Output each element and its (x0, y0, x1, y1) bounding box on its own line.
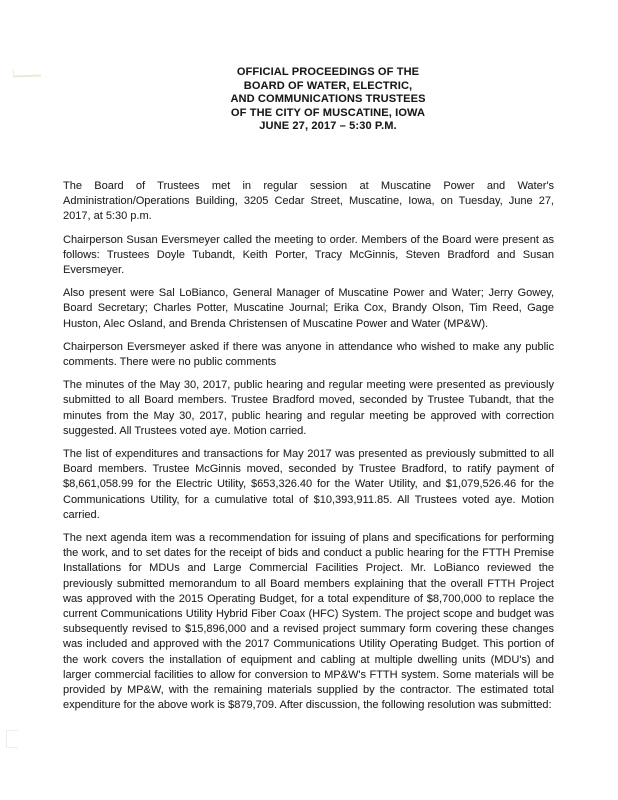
paragraph-minutes-approval: The minutes of the May 30, 2017, public hearing and regular meeting were presented as previously submitted to all Board members. Trustee Bradford moved, seconded by Trustee Tubandt, that the minutes from the May 30, 2017, public hearing and regular meeting be approved with correction suggested. All Trustees voted aye. Motion carried. (63, 379, 554, 437)
paragraph-ftth-agenda-item: The next agenda item was a recommendation for issuing of plans and specifications for performing the work, and to set dates for the receipt of bids and conduct a public hearing for the FTTH Premise Installations for MDUs and Large Commercial Facilities Project. Mr. LoBianco reviewed the previously submitted memorandum to all Board members explaining that the overall FTTH Project was approved with the 2015 Operating Budget, for a total expenditure of $8,700,000 to replace the current Communications Utility Hybrid Fiber Coax (HFC) System. The project scope and budget was subsequently revised to $15,896,000 and a revised project summary form covering these changes was included and approved with the 2017 Communications Utility Operating Budget. This portion of the work covers the installation of equipment and cabling at multiple dwelling units (MDU's) and larger commercial facilities to allow for conversion to MP&W's FTTH system. Some materials will be provided by MP&W, with the remaining materials supplied by the contractor. The estimated total expenditure for the above work is $879,709. After discussion, the following resolution was submitted: (63, 532, 554, 712)
scan-artifact-bottom-left (6, 730, 18, 748)
document-body (0, 134, 618, 714)
title-line-5: JUNE 27, 2017 – 5:30 P.M. (259, 120, 397, 133)
document-title-block (19, 0, 618, 134)
title-line-3: AND COMMUNICATIONS TRUSTEES (230, 93, 426, 106)
title-line-1: OFFICIAL PROCEEDINGS OF THE (236, 66, 420, 78)
paragraph-meeting-session: The Board of Trustees met in regular session at Muscatine Power and Water's Administration/Operations Building, 3205 Cedar Street, Muscatine, Iowa, on Tuesday, June 27, 2017, at 5:30 p.m. (63, 179, 554, 223)
paragraph-public-comments: Chairperson Eversmeyer asked if there was anyone in attendance who wished to make any public comments. There were no public comments (63, 340, 554, 368)
paragraph-call-to-order: Chairperson Susan Eversmeyer called the meeting to order. Members of the Board were present as follows: Trustees Doyle Tubandt, Keith Porter, Tracy McGinnis, Steven Bradford and Susan Eversmeyer. (63, 233, 554, 276)
title-line-4: OF THE CITY OF MUSCATINE, IOWA (230, 106, 426, 119)
paragraph-also-present: Also present were Sal LoBianco, General Manager of Muscatine Power and Water; Jerry Gowey, Board Secretary; Charles Potter, Muscatine Journal; Erika Cox, Brandy Olson, Tim Reed, Gage Huston, Alec Osland, and Brenda Christensen of Muscatine Power and Water (MP&W). (63, 287, 554, 330)
title-line-2: BOARD OF WATER, ELECTRIC, (243, 79, 413, 92)
paragraph-expenditures: The list of expenditures and transactions for May 2017 was presented as previously submitted to all Board members. Trustee McGinnis moved, seconded by Trustee Bradford, to ratify payment of $8,661,058.99 for the Electric Utility, $653,326.40 for the Water Utility, and $1,079,526.46 for the Communications Utility, for a cumulative total of $10,393,911.85. All Trustees voted aye. Motion carried. (63, 448, 554, 521)
